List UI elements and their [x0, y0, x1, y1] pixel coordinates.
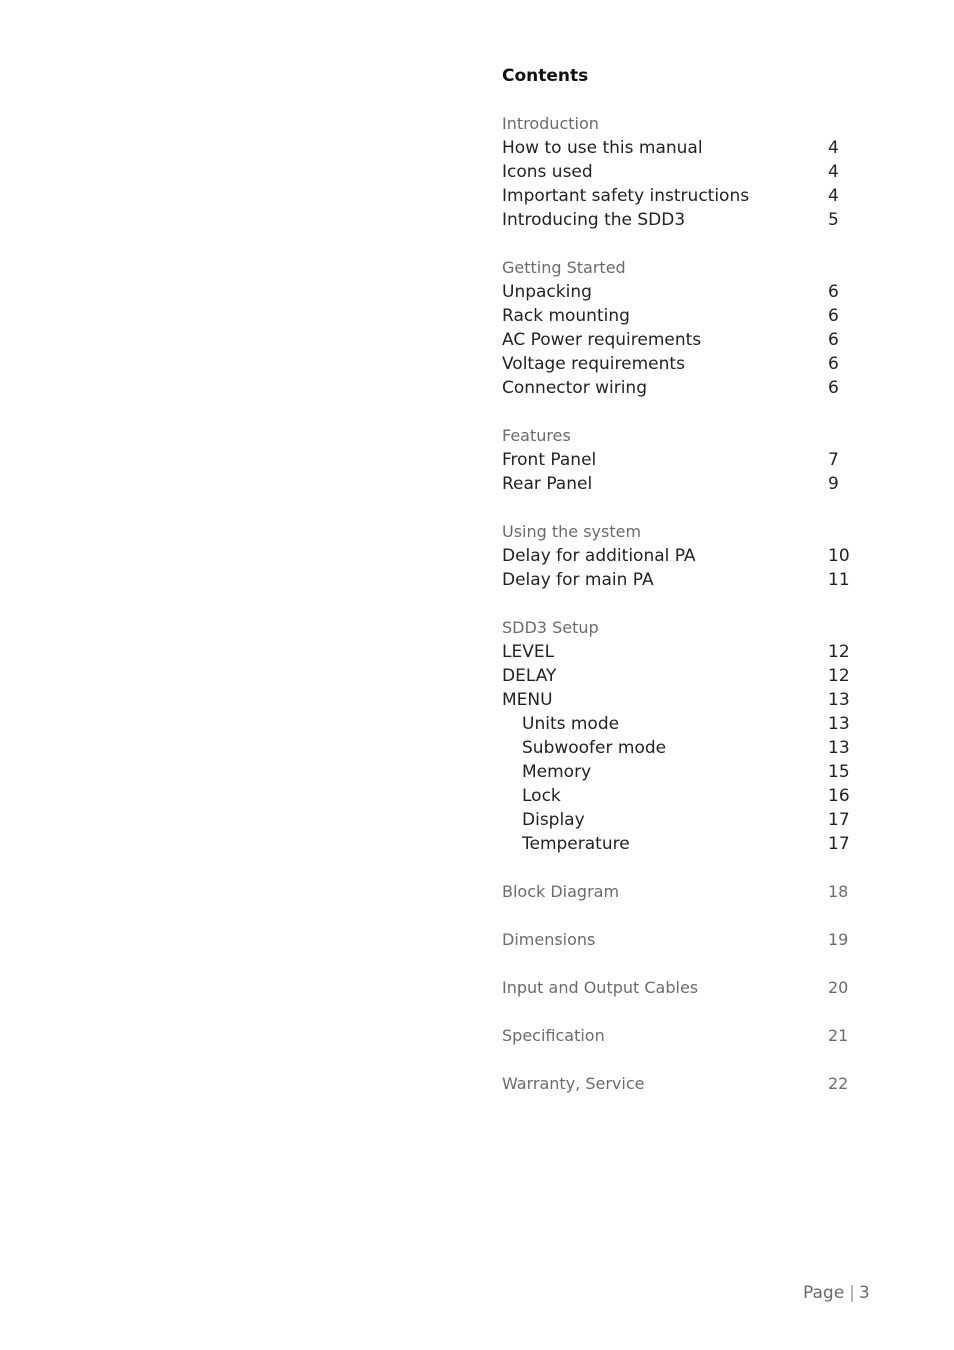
toc-entry[interactable]: [502, 640, 862, 664]
entry-page-number: 9: [828, 474, 839, 494]
toc-subentry[interactable]: [502, 808, 862, 832]
toc-entry[interactable]: [502, 688, 862, 712]
entry-page-number: 17: [828, 810, 850, 830]
toc-section: [502, 1072, 862, 1096]
section-heading-page: 20: [828, 978, 849, 997]
toc-subentry[interactable]: [502, 832, 862, 856]
toc-entry[interactable]: [502, 280, 862, 304]
entry-label: Rack mounting: [502, 306, 630, 326]
entry-page-number: 6: [828, 282, 839, 302]
page-footer: [803, 1281, 870, 1305]
entry-label: Voltage requirements: [502, 354, 685, 374]
entry-label: Lock: [522, 786, 561, 806]
section-heading-label: Getting Started: [502, 258, 626, 277]
toc-section-heading[interactable]: [502, 928, 862, 952]
entry-label: MENU: [502, 690, 553, 710]
page-number: 3: [858, 1283, 870, 1303]
toc-entry[interactable]: [502, 352, 862, 376]
page-word: Page: [803, 1283, 845, 1303]
toc-section: [502, 520, 862, 592]
toc-entry[interactable]: [502, 160, 862, 184]
section-heading-label: Features: [502, 426, 571, 445]
section-heading-label: Block Diagram: [502, 882, 620, 901]
toc-section: [502, 256, 862, 400]
entry-page-number: 17: [828, 834, 850, 854]
entry-page-number: 4: [828, 138, 839, 158]
section-heading-label: Using the system: [502, 522, 642, 541]
toc-subentry[interactable]: [502, 760, 862, 784]
entry-page-number: 4: [828, 162, 839, 182]
section-heading-label: Introduction: [502, 114, 599, 133]
section-heading-page: 18: [828, 882, 849, 901]
entry-page-number: 10: [828, 546, 850, 566]
toc-section-heading[interactable]: [502, 976, 862, 1000]
entry-page-number: 13: [828, 690, 850, 710]
toc-entry[interactable]: [502, 664, 862, 688]
toc-subentry[interactable]: [502, 736, 862, 760]
toc-section: [502, 424, 862, 496]
toc-subentry[interactable]: [502, 712, 862, 736]
toc-section: [502, 880, 862, 904]
toc-section-heading[interactable]: [502, 880, 862, 904]
entry-label: Important safety instructions: [502, 186, 750, 206]
toc-entry[interactable]: [502, 376, 862, 400]
toc-section: [502, 616, 862, 856]
toc-section-heading[interactable]: [502, 1024, 862, 1048]
toc-section: [502, 928, 862, 952]
entry-label: Temperature: [522, 834, 630, 854]
entry-label: DELAY: [502, 666, 557, 686]
toc-entry[interactable]: [502, 136, 862, 160]
toc-section-heading[interactable]: [502, 520, 862, 544]
entry-page-number: 13: [828, 738, 850, 758]
toc-entry[interactable]: [502, 208, 862, 232]
entry-page-number: 7: [828, 450, 839, 470]
entry-label: Introducing the SDD3: [502, 210, 686, 230]
entry-label: How to use this manual: [502, 138, 703, 158]
entry-label: Rear Panel: [502, 474, 593, 494]
entry-page-number: 6: [828, 330, 839, 350]
section-heading-label: Warranty, Service: [502, 1074, 645, 1093]
entry-page-number: 13: [828, 714, 850, 734]
entry-label: Front Panel: [502, 450, 597, 470]
entry-label: Icons used: [502, 162, 593, 182]
toc-subentry[interactable]: [502, 784, 862, 808]
toc-entry[interactable]: [502, 184, 862, 208]
section-heading-label: SDD3 Setup: [502, 618, 599, 637]
toc-entry[interactable]: [502, 544, 862, 568]
section-heading-page: 21: [828, 1026, 849, 1045]
toc-entry[interactable]: [502, 448, 862, 472]
toc-section-heading[interactable]: [502, 1072, 862, 1096]
toc-sections: [502, 112, 862, 1096]
section-heading-page: 22: [828, 1074, 849, 1093]
toc-entry[interactable]: [502, 304, 862, 328]
entry-label: Units mode: [522, 714, 620, 734]
toc-entry[interactable]: [502, 568, 862, 592]
entry-page-number: 12: [828, 666, 850, 686]
toc-entry[interactable]: [502, 328, 862, 352]
entry-page-number: 4: [828, 186, 839, 206]
toc-section: [502, 1024, 862, 1048]
entry-page-number: 6: [828, 354, 839, 374]
page-separator: |: [849, 1283, 855, 1303]
entry-page-number: 5: [828, 210, 839, 230]
entry-label: Display: [522, 810, 585, 830]
entry-label: LEVEL: [502, 642, 555, 662]
section-heading-label: Specification: [502, 1026, 605, 1045]
entry-label: Connector wiring: [502, 378, 647, 398]
toc-section-heading[interactable]: [502, 256, 862, 280]
contents-title: Contents: [502, 66, 589, 86]
toc-section-heading[interactable]: [502, 112, 862, 136]
entry-label: Delay for main PA: [502, 570, 654, 590]
table-of-contents: [502, 64, 862, 1096]
entry-page-number: 15: [828, 762, 850, 782]
entry-label: Unpacking: [502, 282, 592, 302]
entry-page-number: 6: [828, 306, 839, 326]
toc-entry[interactable]: [502, 472, 862, 496]
entry-label: Subwoofer mode: [522, 738, 667, 758]
toc-section: [502, 112, 862, 232]
entry-page-number: 6: [828, 378, 839, 398]
entry-page-number: 11: [828, 570, 850, 590]
toc-section-heading[interactable]: [502, 424, 862, 448]
section-heading-page: 19: [828, 930, 849, 949]
section-heading-label: Dimensions: [502, 930, 596, 949]
entry-page-number: 12: [828, 642, 850, 662]
toc-section-heading[interactable]: [502, 616, 862, 640]
entry-label: AC Power requirements: [502, 330, 702, 350]
entry-label: Delay for additional PA: [502, 546, 696, 566]
toc-section: [502, 976, 862, 1000]
section-heading-label: Input and Output Cables: [502, 978, 699, 997]
entry-label: Memory: [522, 762, 592, 782]
entry-page-number: 16: [828, 786, 850, 806]
